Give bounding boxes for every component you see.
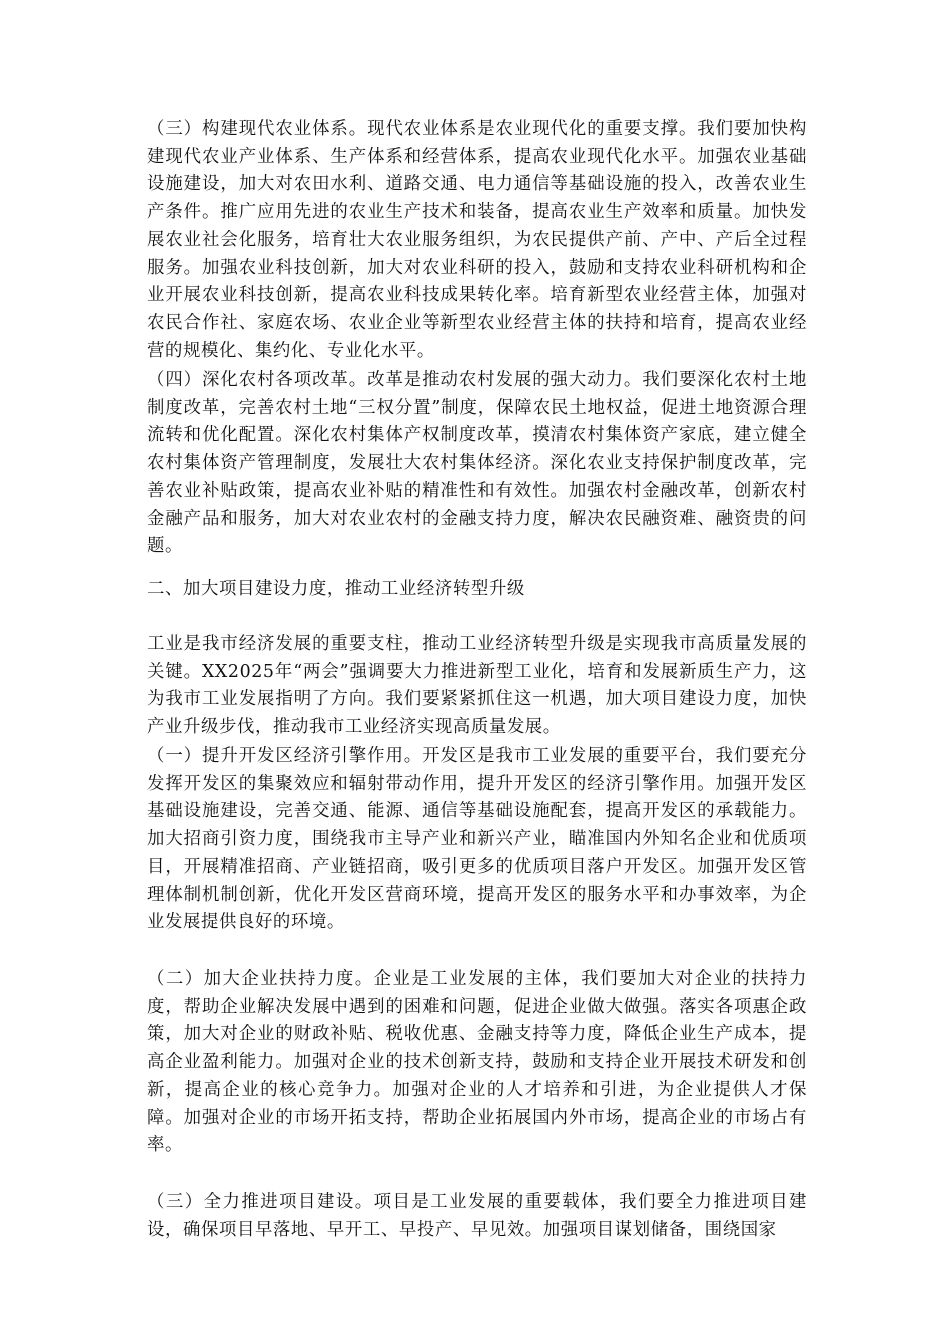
paragraph-enterprise-support: （二）加大企业扶持力度。企业是工业发展的主体，我们要加大对企业的扶持力度，帮助企业解决发展中遇到的困难和问题，促进企业做大做强。落实各项惠企政策，加大对企业的财政补贴、税收优惠、金融支持等力度，降低企业生产成本，提高企业盈利能力。加强对企业的技术创新支持，鼓励和支持企业开展技术研发和创新，提高企业的核心竞争力。加强对企业的人才培养和引进，为企业提供人才保障。加强对企业的市场开拓支持，帮助企业拓展国内外市场，提高企业的市场占有率。 bbox=[147, 969, 807, 1156]
paragraph-rural-reform: （四）深化农村各项改革。改革是推动农村发展的强大动力。我们要深化农村土地制度改革，完善农村土地“三权分置”制度，保障农民土地权益，促进土地资源合理流转和优化配置。深化农村集体产权制度改革，摸清农村集体资产家底，建立健全农村集体资产管理制度，发展壮大农村集体经济。深化农业支持保护制度改革，完善农业补贴政策，提高农业补贴的精准性和有效性。加强农村金融改革，创新农村金融产品和服务，加大对农业农村的金融支持力度，解决农民融资难、融资贵的问题。 bbox=[147, 370, 807, 557]
section-heading-industry: 二、加大项目建设力度，推动工业经济转型升级 bbox=[147, 579, 525, 599]
paragraph-development-zone: （一）提升开发区经济引擎作用。开发区是我市工业发展的重要平台，我们要充分发挥开发区的集聚效应和辐射带动作用，提升开发区的经济引擎作用。加强开发区基础设施建设，完善交通、能源、通信等基础设施配套，提高开发区的承载能力。加大招商引资力度，围绕我市主导产业和新兴产业，瞄准国内外知名企业和优质项目，开展精准招商、产业链招商，吸引更多的优质项目落户开发区。加强开发区管理体制机制创新，优化开发区营商环境，提高开发区的服务水平和办事效率，为企业发展提供良好的环境。 bbox=[147, 746, 807, 933]
paragraph-industry-intro: 工业是我市经济发展的重要支柱，推动工业经济转型升级是实现我市高质量发展的关键。XX2025年“两会”强调要大力推进新型工业化，培育和发展新质生产力，这为我市工业发展指明了方向。我们要紧紧抓住这一机遇，加大项目建设力度，加快产业升级步伐，推动我市工业经济实现高质量发展。 bbox=[147, 634, 807, 738]
paragraph-modern-agriculture: （三）构建现代农业体系。现代农业体系是农业现代化的重要支撑。我们要加快构建现代农业产业体系、生产体系和经营体系，提高农业现代化水平。加强农业基础设施建设，加大对农田水利、道路交通、电力通信等基础设施的投入，改善农业生产条件。推广应用先进的农业生产技术和装备，提高农业生产效率和质量。加快发展农业社会化服务，培育壮大农业服务组织，为农民提供产前、产中、产后全过程服务。加强农业科技创新，加大对农业科研的投入，鼓励和支持农业科研机构和企业开展农业科技创新，提高农业科技成果转化率。培育新型农业经营主体，加强对农民合作社、家庭农场、农业企业等新型农业经营主体的扶持和培育，提高农业经营的规模化、集约化、专业化水平。 bbox=[147, 119, 807, 361]
paragraph-project-construction: （三）全力推进项目建设。项目是工业发展的重要载体，我们要全力推进项目建设，确保项目早落地、早开工、早投产、早见效。加强项目谋划储备，围绕国家 bbox=[147, 1192, 807, 1240]
